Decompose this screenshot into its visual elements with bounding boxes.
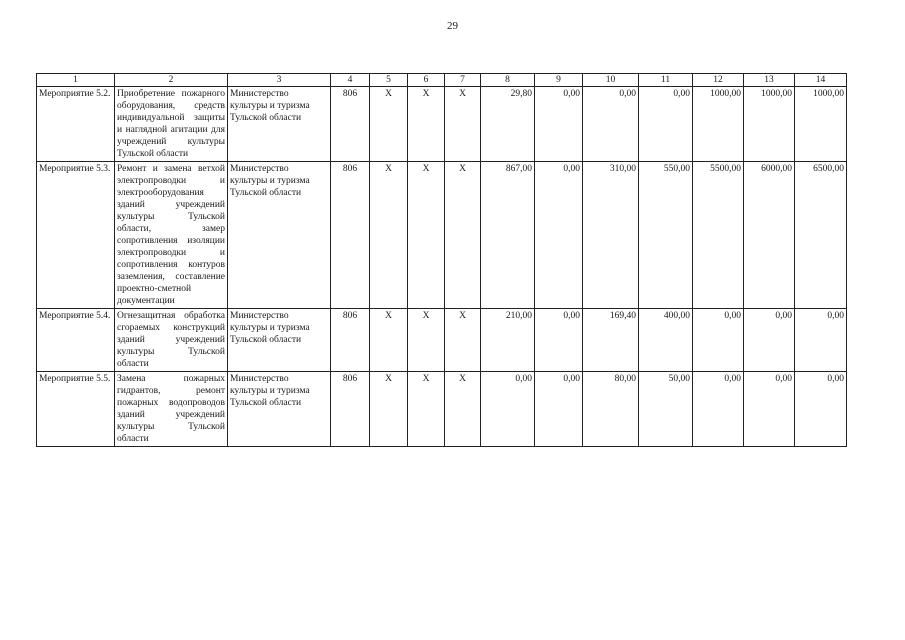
- column-header: 11: [639, 74, 693, 87]
- cell-col14: 0,00: [795, 372, 847, 447]
- cell-col12: 1000,00: [693, 87, 744, 162]
- column-header: 3: [228, 74, 331, 87]
- cell-col11: 550,00: [639, 162, 693, 309]
- cell-col10: 80,00: [583, 372, 639, 447]
- cell-col6: Х: [408, 372, 445, 447]
- measure-name: Приобретение пожарного оборудования, средств индивидуальной защиты и наглядной агитации для учреждений культуры Тульской области: [115, 87, 228, 162]
- cell-col5: Х: [370, 87, 408, 162]
- cell-col9: 0,00: [535, 372, 583, 447]
- column-header: 7: [445, 74, 481, 87]
- cell-col6: Х: [408, 87, 445, 162]
- measure-executor: Министерство культуры и туризма Тульской области: [228, 309, 331, 372]
- column-header: 14: [795, 74, 847, 87]
- cell-col4: 806: [331, 309, 370, 372]
- measure-id: Мероприятие 5.4.: [37, 309, 115, 372]
- cell-col13: 0,00: [744, 309, 795, 372]
- measure-executor: Министерство культуры и туризма Тульской области: [228, 162, 331, 309]
- program-measures-table: [36, 73, 847, 447]
- cell-col13: 1000,00: [744, 87, 795, 162]
- cell-col5: Х: [370, 372, 408, 447]
- cell-col9: 0,00: [535, 162, 583, 309]
- cell-col8: 0,00: [481, 372, 535, 447]
- measure-id: Мероприятие 5.3.: [37, 162, 115, 309]
- column-header: 6: [408, 74, 445, 87]
- column-header: 4: [331, 74, 370, 87]
- cell-col4: 806: [331, 87, 370, 162]
- cell-col4: 806: [331, 162, 370, 309]
- measure-name: Огнезащитная обработка сгораемых конструкций зданий учреждений культуры Тульской области: [115, 309, 228, 372]
- measure-name: Замена пожарных гидрантов, ремонт пожарных водопроводов зданий учреждений культуры Тульской области: [115, 372, 228, 447]
- cell-col7: Х: [445, 162, 481, 309]
- cell-col10: 169,40: [583, 309, 639, 372]
- cell-col10: 0,00: [583, 87, 639, 162]
- table-row: [37, 309, 847, 372]
- column-header: 1: [37, 74, 115, 87]
- column-header: 5: [370, 74, 408, 87]
- cell-col14: 1000,00: [795, 87, 847, 162]
- cell-col11: 400,00: [639, 309, 693, 372]
- cell-col11: 0,00: [639, 87, 693, 162]
- table-row: [37, 87, 847, 162]
- cell-col12: 0,00: [693, 372, 744, 447]
- cell-col7: Х: [445, 372, 481, 447]
- cell-col8: 29,80: [481, 87, 535, 162]
- column-number-row: [37, 74, 847, 87]
- measure-id: Мероприятие 5.5.: [37, 372, 115, 447]
- cell-col7: Х: [445, 309, 481, 372]
- cell-col9: 0,00: [535, 87, 583, 162]
- cell-col8: 210,00: [481, 309, 535, 372]
- cell-col9: 0,00: [535, 309, 583, 372]
- column-header: 2: [115, 74, 228, 87]
- page-number: 29: [447, 20, 458, 32]
- column-header: 10: [583, 74, 639, 87]
- cell-col13: 0,00: [744, 372, 795, 447]
- column-header: 9: [535, 74, 583, 87]
- column-header: 12: [693, 74, 744, 87]
- cell-col12: 5500,00: [693, 162, 744, 309]
- cell-col12: 0,00: [693, 309, 744, 372]
- cell-col8: 867,00: [481, 162, 535, 309]
- cell-col5: Х: [370, 162, 408, 309]
- measure-id: Мероприятие 5.2.: [37, 87, 115, 162]
- cell-col13: 6000,00: [744, 162, 795, 309]
- cell-col6: Х: [408, 162, 445, 309]
- cell-col4: 806: [331, 372, 370, 447]
- cell-col5: Х: [370, 309, 408, 372]
- measure-executor: Министерство культуры и туризма Тульской области: [228, 87, 331, 162]
- column-header: 13: [744, 74, 795, 87]
- measure-executor: Министерство культуры и туризма Тульской области: [228, 372, 331, 447]
- cell-col10: 310,00: [583, 162, 639, 309]
- cell-col11: 50,00: [639, 372, 693, 447]
- measure-name: Ремонт и замена ветхой электропроводки и электрооборудования зданий учреждений культуры Тульской области, замер сопротивления изоляции электропроводки и сопротивления контуров заземления, составление проектно-сметной документации: [115, 162, 228, 309]
- column-header: 8: [481, 74, 535, 87]
- table-row: [37, 162, 847, 309]
- table-row: [37, 372, 847, 447]
- cell-col7: Х: [445, 87, 481, 162]
- cell-col14: 6500,00: [795, 162, 847, 309]
- cell-col6: Х: [408, 309, 445, 372]
- cell-col14: 0,00: [795, 309, 847, 372]
